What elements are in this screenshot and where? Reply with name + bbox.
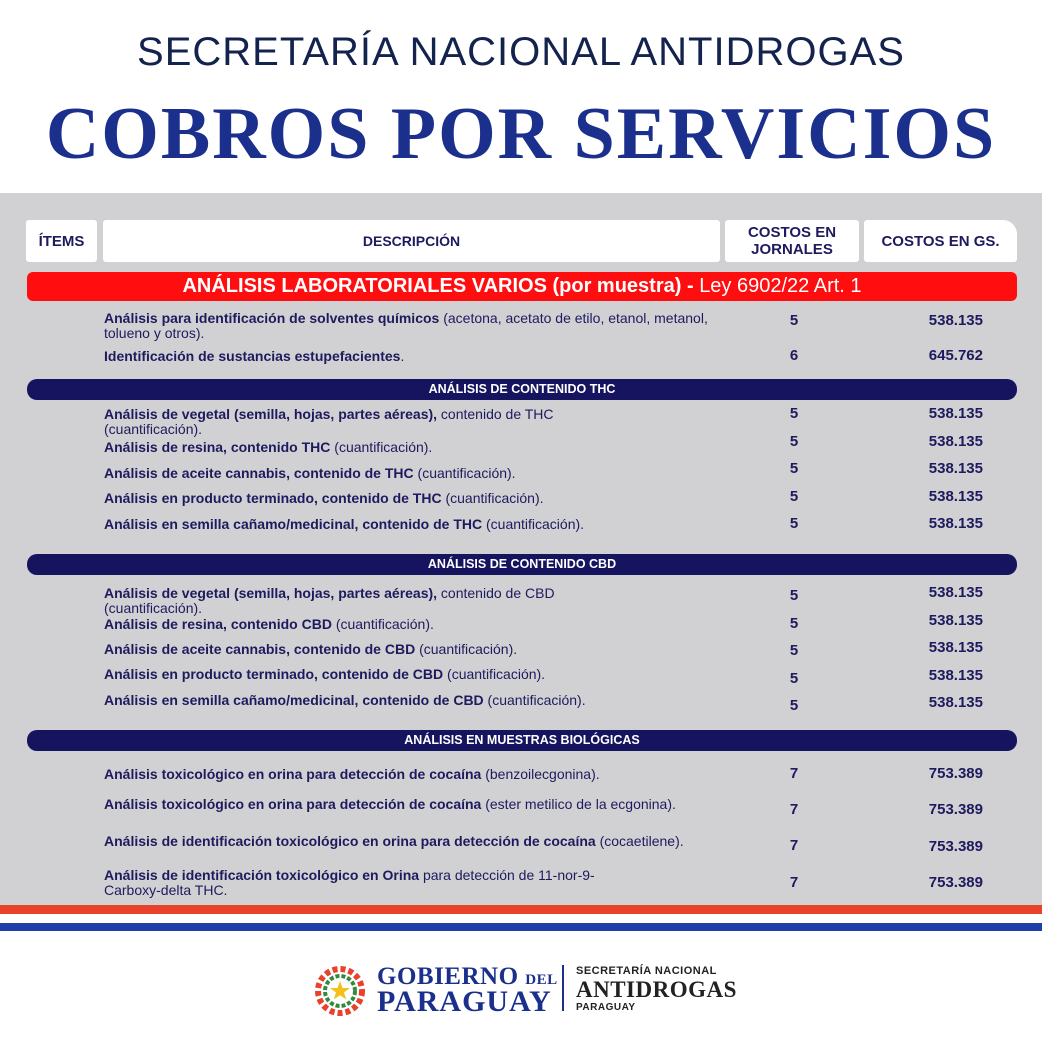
section-cbd: ANÁLISIS DE CONTENIDO CBD	[27, 554, 1017, 575]
flag-stripe-white	[0, 914, 1042, 923]
senad-logo-line1: SECRETARÍA NACIONAL	[576, 965, 717, 977]
row-cost: 538.135	[928, 612, 983, 629]
row-jornales: 5	[789, 515, 799, 532]
row-jornales: 5	[789, 697, 799, 714]
row-cost: 538.135	[928, 488, 983, 505]
gobierno-logo-line2: PARAGUAY	[377, 985, 552, 1018]
row-description: Análisis de identificación toxicológico en orina para detección de cocaína (cocaetilene).	[104, 833, 684, 849]
row-jornales: 7	[789, 765, 799, 782]
senad-logo-line2: ANTIDROGAS	[576, 977, 737, 1002]
law-reference: Ley 6902/22 Art. 1	[699, 275, 862, 297]
row-cost: 538.135	[928, 515, 983, 532]
jornales-header-line2: JORNALES	[751, 241, 833, 258]
section-thc: ANÁLISIS DE CONTENIDO THC	[27, 379, 1017, 400]
row-cost: 538.135	[928, 667, 983, 684]
row-jornales: 5	[789, 670, 799, 687]
row-cost: 645.762	[928, 347, 983, 364]
jornales-header-line1: COSTOS EN	[747, 224, 837, 241]
row-jornales: 5	[789, 642, 799, 659]
main-category-label: ANÁLISIS LABORATORIALES VARIOS (por muestra) -	[182, 275, 694, 297]
row-description: Análisis de resina, contenido THC (cuantificación).	[104, 439, 433, 455]
row-description: Análisis en semilla cañamo/medicinal, contenido de THC (cuantificación).	[104, 516, 585, 532]
row-jornales: 5	[789, 615, 799, 632]
row-cost: 753.389	[928, 765, 983, 782]
row-cost: 538.135	[928, 639, 983, 656]
row-jornales: 5	[789, 460, 799, 477]
column-header-description: DESCRIPCIÓN	[103, 220, 720, 262]
column-header-jornales	[725, 220, 859, 262]
row-jornales: 6	[789, 347, 799, 364]
row-cost: 753.389	[928, 874, 983, 891]
column-header-items: ÍTEMS	[26, 220, 97, 262]
row-description: Identificación de sustancias estupefacientes.	[104, 348, 405, 364]
row-cost: 538.135	[928, 405, 983, 422]
row-cost: 753.389	[928, 801, 983, 818]
row-cost: 538.135	[928, 460, 983, 477]
footer-logos	[0, 955, 1042, 1025]
row-description: Análisis de resina, contenido CBD (cuantificación).	[104, 616, 434, 632]
row-description: Análisis de aceite cannabis, contenido de CBD (cuantificación).	[104, 641, 518, 657]
column-header-gs: COSTOS EN GS.	[864, 220, 1017, 262]
row-description: Análisis de identificación toxicológico en Orina para detección de 11-nor-9-Carboxy-delta THC.	[104, 867, 595, 898]
row-description: Análisis toxicológico en orina para detección de cocaína (benzoilecgonina).	[104, 766, 600, 782]
row-cost: 538.135	[928, 312, 983, 329]
page-title: COBROS POR SERVICIOS	[45, 93, 997, 175]
row-jornales: 5	[789, 405, 799, 422]
row-cost: 753.389	[928, 838, 983, 855]
row-cost: 538.135	[928, 433, 983, 450]
logo-divider	[562, 965, 564, 1011]
row-cost: 538.135	[928, 584, 983, 601]
row-jornales: 7	[789, 874, 799, 891]
row-jornales: 7	[789, 801, 799, 818]
row-description: Análisis en semilla cañamo/medicinal, contenido de CBD (cuantificación).	[104, 692, 586, 708]
row-description: Análisis en producto terminado, contenido de THC (cuantificación).	[104, 490, 544, 506]
flag-stripe-red	[0, 905, 1042, 914]
row-jornales: 5	[789, 433, 799, 450]
row-jornales: 5	[789, 312, 799, 329]
row-jornales: 5	[789, 488, 799, 505]
section-biological: ANÁLISIS EN MUESTRAS BIOLÓGICAS	[27, 730, 1017, 751]
agency-title: SECRETARÍA NACIONAL ANTIDROGAS	[137, 30, 905, 74]
row-jornales: 5	[789, 587, 799, 604]
senad-logo-line3: PARAGUAY	[576, 1002, 636, 1013]
main-category-band	[27, 272, 1017, 301]
gobierno-logo-line1: GOBIERNO DEL	[377, 963, 558, 990]
row-description: Análisis para identificación de solventes químicos (acetona, acetato de etilo, etanol, metanol, tolueno y otros).	[104, 310, 708, 341]
row-cost: 538.135	[928, 694, 983, 711]
flag-stripe-blue	[0, 923, 1042, 931]
row-description: Análisis de vegetal (semilla, hojas, partes aéreas), contenido de CBD (cuantificación).	[104, 585, 555, 616]
row-description: Análisis de vegetal (semilla, hojas, partes aéreas), contenido de THC (cuantificación).	[104, 406, 554, 437]
row-description: Análisis toxicológico en orina para detección de cocaína (ester metilico de la ecgonina).	[104, 796, 676, 812]
row-jornales: 7	[789, 837, 799, 854]
row-description: Análisis en producto terminado, contenido de CBD (cuantificación).	[104, 666, 546, 682]
national-seal-icon	[310, 960, 370, 1020]
row-description: Análisis de aceite cannabis, contenido de THC (cuantificación).	[104, 465, 516, 481]
